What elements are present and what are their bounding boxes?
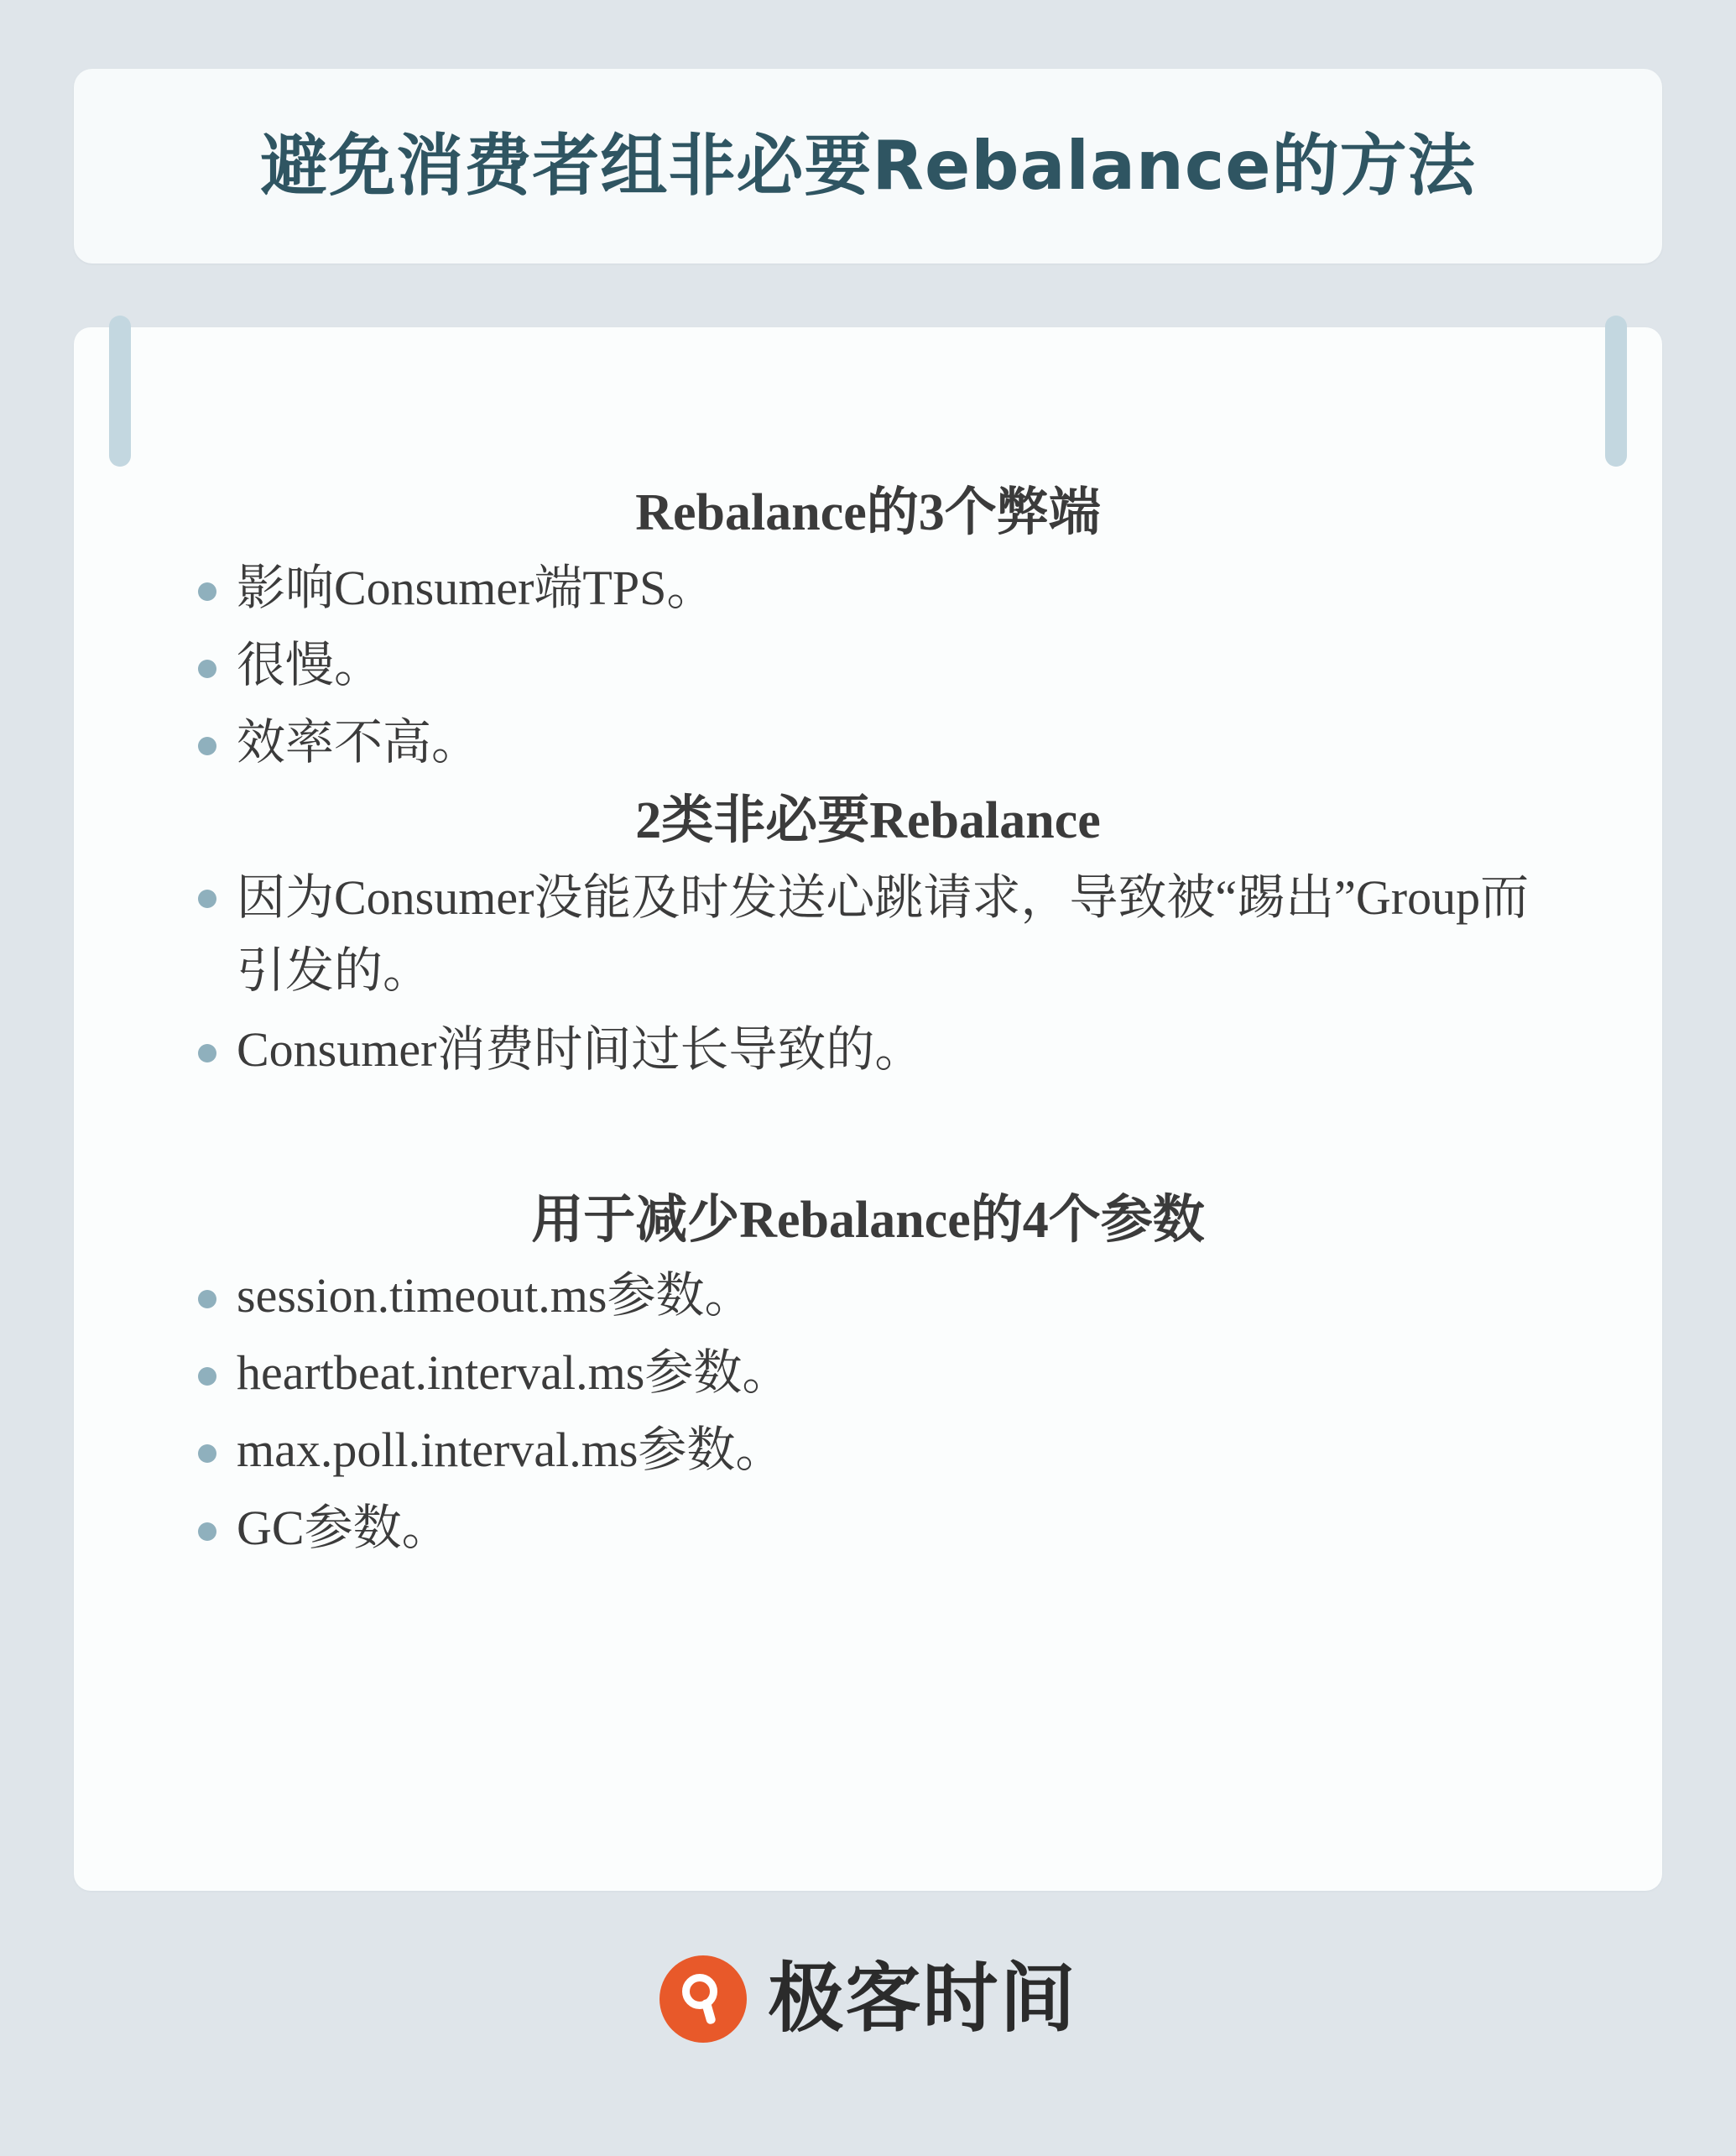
bullet-dot-icon — [198, 1444, 216, 1463]
list-item — [191, 554, 1545, 623]
bullet-dot-icon — [198, 890, 216, 908]
list-item — [191, 1494, 1545, 1563]
list-item — [191, 631, 1545, 700]
bullet-list-3 — [191, 1261, 1545, 1563]
page-title: 避免消费者组非必要Rebalance的方法 — [260, 127, 1476, 205]
section-spacer — [191, 1094, 1545, 1130]
bullet-dot-icon — [198, 1044, 216, 1062]
title-card — [74, 69, 1662, 264]
quote-bar-right-icon — [1605, 316, 1627, 467]
list-item — [191, 1261, 1545, 1330]
section-heading-3: 用于减少Rebalance的4个参数 — [531, 1191, 1205, 1249]
list-item-text: max.poll.interval.ms参数。 — [237, 1423, 785, 1478]
section-heading-1: Rebalance的3个弊端 — [635, 484, 1101, 541]
bullet-dot-icon — [198, 1367, 216, 1386]
list-item — [191, 1339, 1545, 1407]
geekbang-circle-icon — [659, 1955, 747, 2043]
list-item-text: session.timeout.ms参数。 — [237, 1267, 753, 1323]
bullet-list-2 — [191, 861, 1545, 1084]
brand-name: 极客时间 — [768, 1955, 1077, 2043]
list-item-text: heartbeat.interval.ms参数。 — [237, 1344, 791, 1400]
bullet-dot-icon — [198, 582, 216, 601]
bullet-dot-icon — [198, 660, 216, 678]
list-item — [191, 861, 1545, 1007]
list-item — [191, 1015, 1545, 1084]
bullet-dot-icon — [198, 1290, 216, 1308]
list-item-text: 影响Consumer端TPS。 — [237, 560, 716, 615]
list-item-text: 因为Consumer没能及时发送心跳请求，导致被“踢出”Group而引发的。 — [237, 870, 1530, 999]
bullet-dot-icon — [198, 737, 216, 755]
bullet-dot-icon — [198, 1522, 216, 1541]
quote-bar-left-icon — [109, 316, 131, 467]
list-item-text: GC参数。 — [237, 1500, 451, 1555]
bullet-list-1 — [191, 554, 1545, 778]
list-item — [191, 708, 1545, 777]
list-item — [191, 1416, 1545, 1485]
list-item-text: Consumer消费时间过长导致的。 — [237, 1022, 924, 1078]
footer-brand — [0, 1955, 1736, 2043]
content-body — [74, 478, 1662, 1571]
section-heading-2: 2类非必要Rebalance — [635, 791, 1101, 849]
list-item-text: 效率不高。 — [237, 715, 481, 770]
list-item-text: 很慢。 — [237, 638, 383, 693]
